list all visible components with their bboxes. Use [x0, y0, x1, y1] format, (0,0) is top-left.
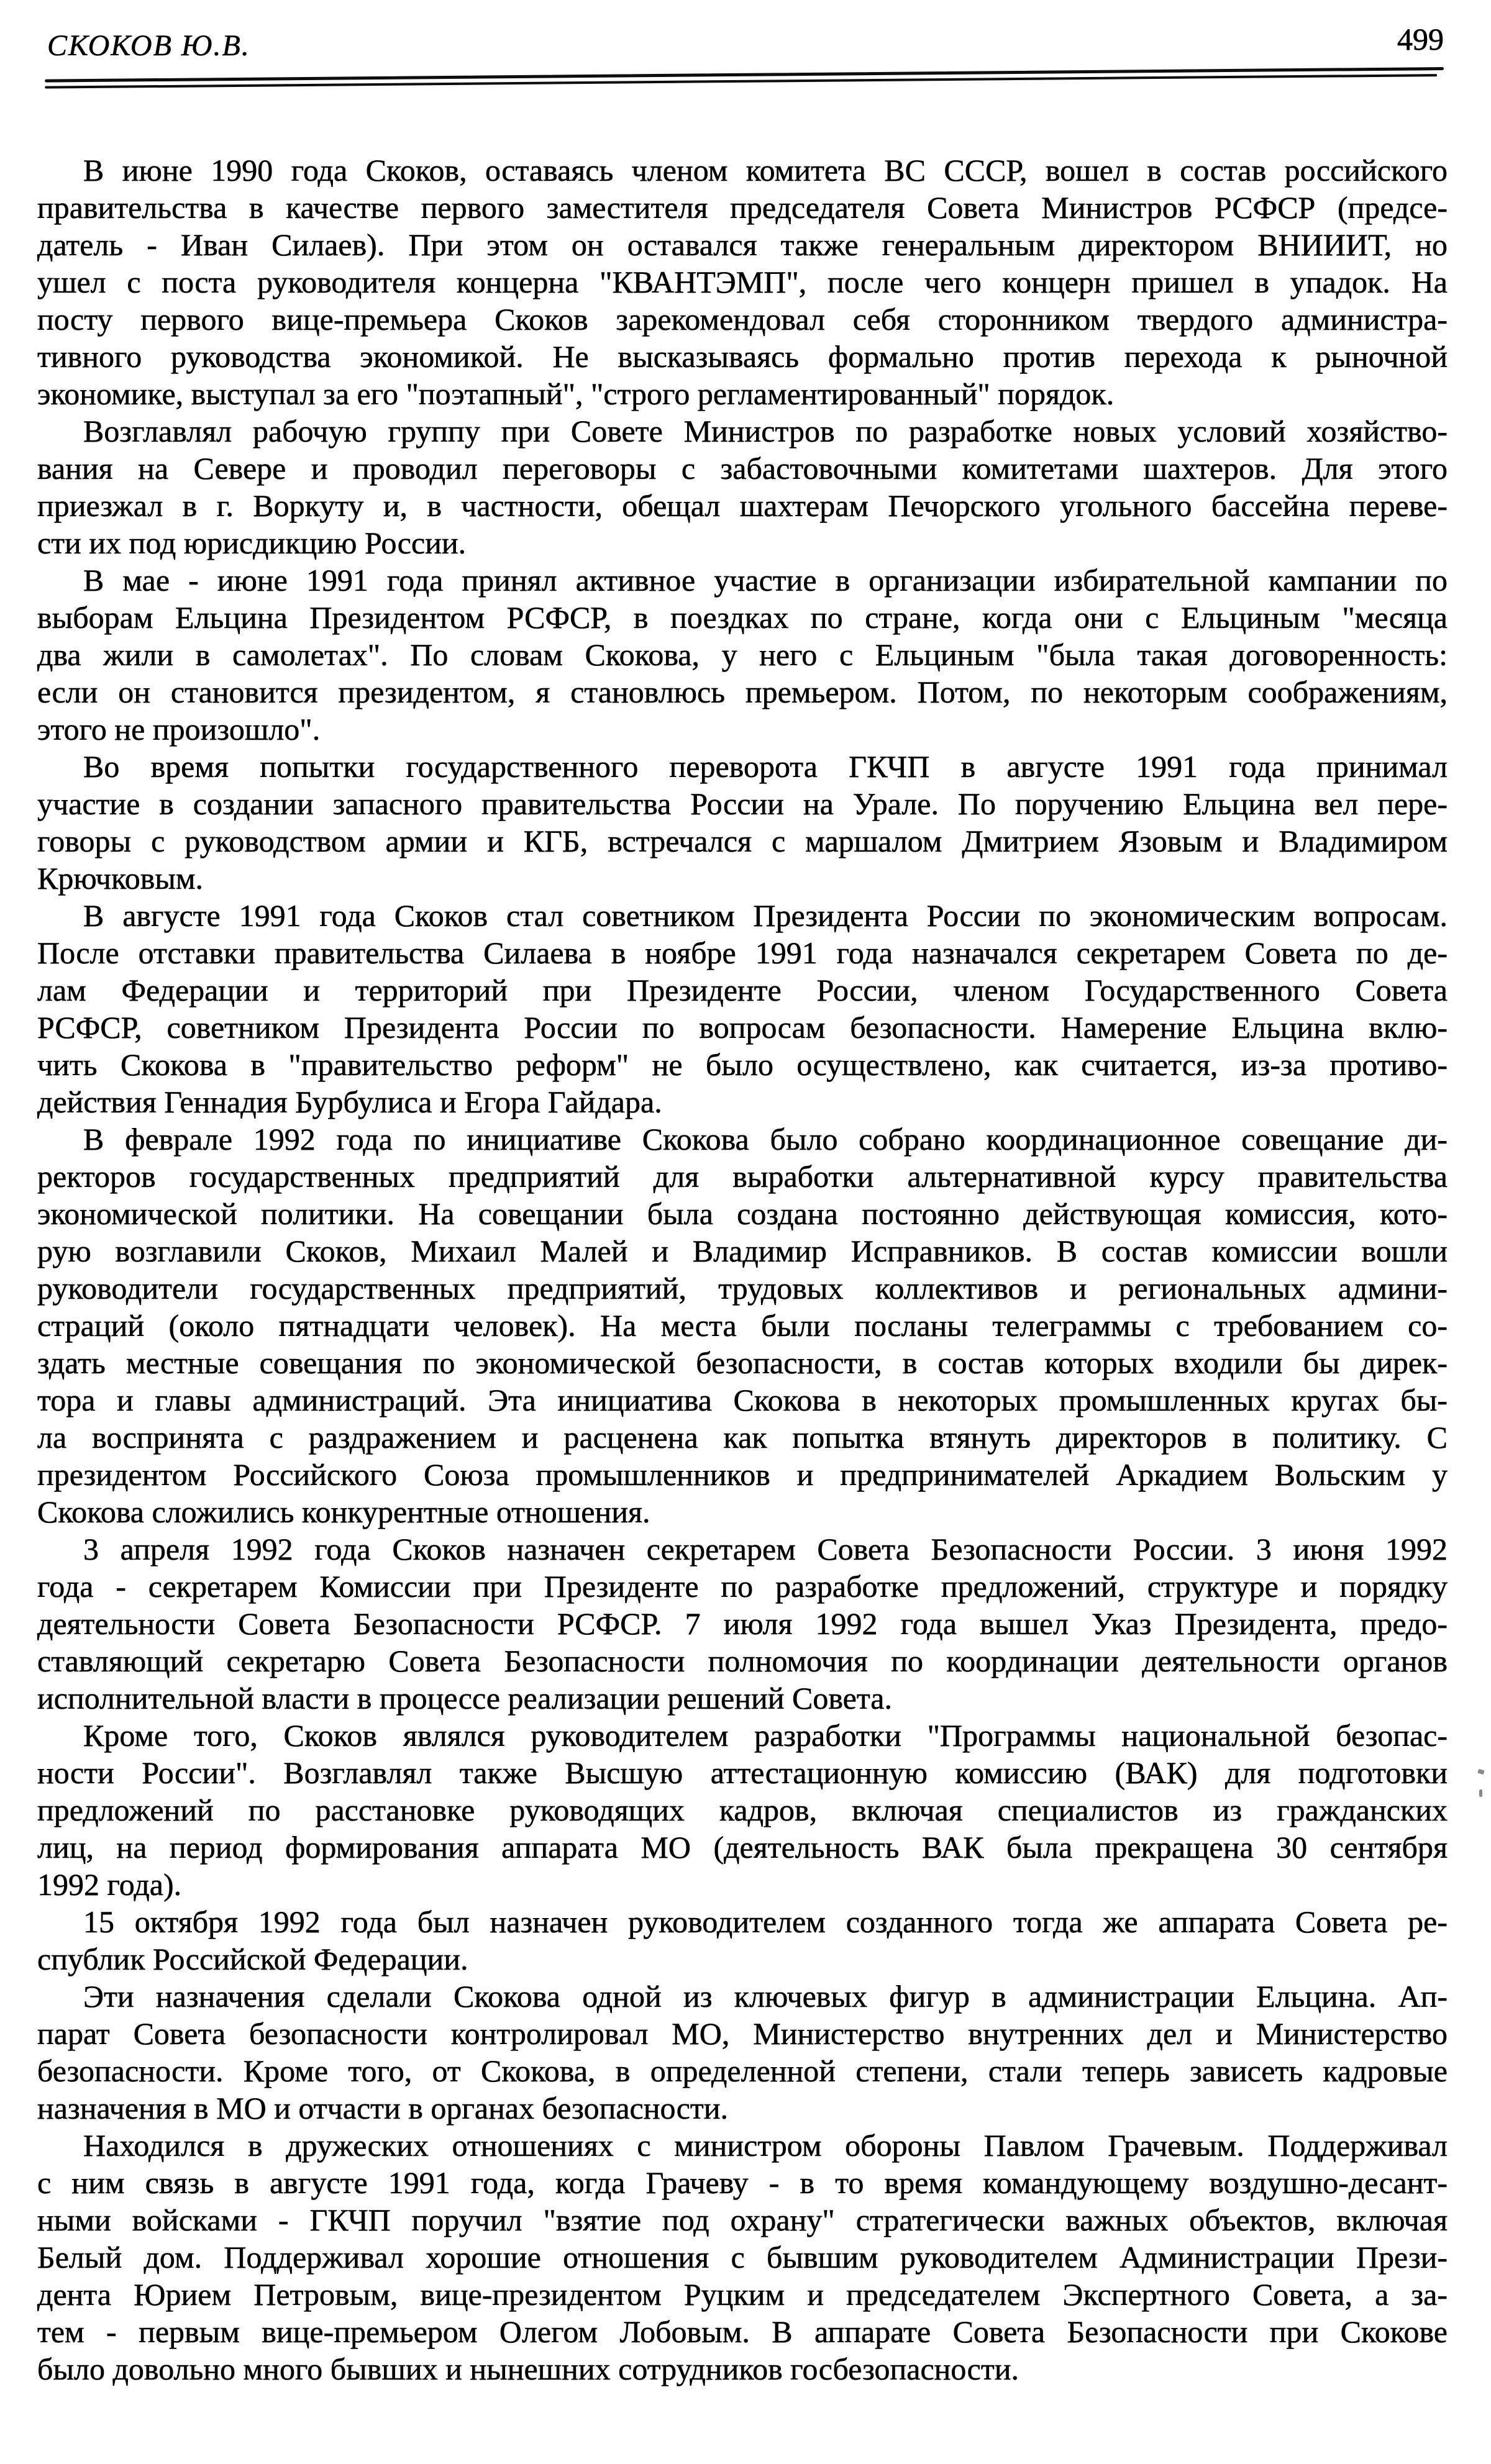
text-line: года - секретарем Комиссии при Президенте по разработке предложений, структуре и порядку: [37, 1569, 1448, 1604]
text-line: экономике, выступал за его "поэтапный", "строго регламентированный" порядок.: [37, 376, 1115, 411]
text-line: спублик Российской Федерации.: [37, 1942, 468, 1976]
text-line: ными войсками - ГКЧП поручил "взятие под охрану" стратегически важных объектов, включая: [37, 2203, 1448, 2237]
text-line: ректоров государственных предприятий для выработки альтернативной курсу правительства: [37, 1159, 1448, 1194]
text-line: приезжал в г. Воркуту и, в частности, обещал шахтерам Печорского угольного бассейна переве-: [37, 488, 1448, 523]
text-line: РСФСР, советником Президента России по вопросам безопасности. Намерение Ельцина вклю-: [37, 1010, 1448, 1045]
text-line: лиц, на период формирования аппарата МО (деятельность ВАК была прекращена 30 сентября: [37, 1830, 1448, 1865]
text-line: 1992 года).: [37, 1867, 182, 1902]
text-line: президентом Российского Союза промышленников и предпринимателей Аркадием Вольским у: [37, 1457, 1448, 1492]
text-line: 3 апреля 1992 года Скоков назначен секретарем Совета Безопасности России. 3 июня 1992: [83, 1532, 1448, 1566]
scan-artifact: [1479, 1789, 1482, 1797]
text-line: Скокова сложились конкурентные отношения.: [37, 1494, 650, 1529]
text-line: назначения в МО и отчасти в органах безопасности.: [37, 2091, 729, 2125]
text-line: В феврале 1992 года по инициативе Скокова было собрано координационное совещание ди-: [83, 1122, 1448, 1157]
text-line: В августе 1991 года Скоков стал советником Президента России по экономическим вопросам.: [83, 898, 1448, 933]
text-line: деятельности Совета Безопасности РСФСР. 7 июля 1992 года вышел Указ Президента, предо-: [37, 1606, 1448, 1641]
text-line: два жили в самолетах". По словам Скокова, у него с Ельциным "была такая договоренность:: [37, 637, 1448, 672]
text-line: После отставки правительства Силаева в ноябре 1991 года назначался секретарем Совета по де-: [37, 935, 1448, 970]
text-line: датель - Иван Силаев). При этом он оставался также генеральным директором ВНИИИТ, но: [37, 227, 1448, 262]
text-line: ставляющий секретарю Совета Безопасности полномочия по координации деятельности органов: [37, 1643, 1448, 1678]
text-line: чить Скокова в "правительство реформ" не было осуществлено, как считается, из-за противо-: [37, 1047, 1448, 1082]
text-line: руководители государственных предприятий, трудовых коллективов и региональных админи-: [37, 1271, 1448, 1306]
text-line: было довольно много бывших и нынешних сотрудников госбезопасности.: [37, 2352, 1019, 2386]
text-line: Крючковым.: [37, 861, 204, 896]
text-line: Кроме того, Скоков являлся руководителем разработки "Программы национальной безопас-: [83, 1718, 1448, 1753]
text-line: здать местные совещания по экономической безопасности, в состав которых входили бы дирек-: [37, 1345, 1448, 1380]
text-line: рую возглавили Скоков, Михаил Малей и Владимир Исправников. В состав комиссии вошли: [37, 1234, 1448, 1268]
text-line: ушел с поста руководителя концерна "КВАНТЭМП", после чего концерн пришел в упадок. На: [37, 265, 1448, 299]
text-line: говоры с руководством армии и КГБ, встречался с маршалом Дмитрием Язовым и Владимиром: [37, 824, 1448, 858]
text-line: Во время попытки государственного переворота ГКЧП в августе 1991 года принимал: [83, 749, 1448, 784]
text-line: Белый дом. Поддерживал хорошие отношения с бывшим руководителем Администрации Прези-: [37, 2240, 1448, 2275]
text-line: этого не произошло".: [37, 712, 321, 747]
text-line: Эти назначения сделали Скокова одной из ключевых фигур в администрации Ельцина. Ап-: [83, 1979, 1448, 2014]
article-text: [37, 152, 1448, 2388]
text-line: безопасности. Кроме того, от Скокова, в определенной степени, стали теперь зависеть кадровые: [37, 2053, 1448, 2088]
text-line: исполнительной власти в процессе реализации решений Совета.: [37, 1681, 893, 1716]
text-line: Находился в дружеских отношениях с министром обороны Павлом Грачевым. Поддерживал: [83, 2128, 1448, 2163]
text-line: лам Федерации и территорий при Президенте России, членом Государственного Совета: [37, 973, 1448, 1007]
text-line: тем - первым вице-премьером Олегом Лобовым. В аппарате Совета Безопасности при Скокове: [37, 2314, 1448, 2349]
text-line: выборам Ельцина Президентом РСФСР, в поездках по стране, когда они с Ельциным "месяца: [37, 600, 1448, 635]
running-head: СКОКОВ Ю.В.: [47, 29, 250, 62]
text-line: ла воспринята с раздражением и расценена как попытка втянуть директоров в политику. С: [37, 1420, 1448, 1455]
text-line: 15 октября 1992 года был назначен руководителем созданного тогда же аппарата Совета ре-: [83, 1904, 1448, 1939]
text-line: парат Совета безопасности контролировал МО, Министерство внутренних дел и Министерство: [37, 2016, 1448, 2051]
text-line: ности России". Возглавлял также Высшую аттестационную комиссию (ВАК) для подготовки: [37, 1755, 1448, 1790]
text-line: экономической политики. На совещании была создана постоянно действующая комиссия, кото-: [37, 1196, 1448, 1231]
text-line: Возглавлял рабочую группу при Совете Министров по разработке новых условий хозяйство-: [83, 414, 1448, 448]
text-line: страций (около пятнадцати человек). На места были посланы телеграммы с требованием со-: [37, 1308, 1448, 1343]
text-line: предложений по расстановке руководящих кадров, включая специалистов из гражданских: [37, 1793, 1448, 1827]
text-line: участие в создании запасного правительства России на Урале. По поручению Ельцина вел пере-: [37, 786, 1448, 821]
text-line: В мае - июне 1991 года принял активное участие в организации избирательной кампании по: [83, 563, 1448, 598]
page-number: 499: [1397, 22, 1444, 57]
text-line: сти их под юрисдикцию России.: [37, 525, 467, 560]
text-line: В июне 1990 года Скоков, оставаясь членом комитета ВС СССР, вошел в состав российского: [83, 153, 1448, 188]
text-line: посту первого вице-премьера Скоков зарекомендовал себя сторонником твердого администра-: [37, 302, 1448, 337]
text-line: тора и главы администраций. Эта инициатива Скокова в некоторых промышленных кругах бы-: [37, 1383, 1448, 1417]
text-line: дента Юрием Петровым, вице-президентом Руцким и председателем Экспертного Совета, а за-: [37, 2277, 1448, 2312]
text-line: с ним связь в августе 1991 года, когда Грачеву - в то время командующему воздушно-десант-: [37, 2165, 1448, 2200]
text-line: действия Геннадия Бурбулиса и Егора Гайдара.: [37, 1084, 662, 1119]
text-line: правительства в качестве первого заместителя председателя Совета Министров РСФСР (предсе-: [37, 190, 1448, 225]
text-line: если он становится президентом, я становлюсь премьером. Потом, по некоторым соображениям,: [37, 675, 1448, 709]
scan-artifact: [1477, 1769, 1485, 1775]
header-double-rule: [45, 67, 1444, 89]
text-line: тивного руководства экономикой. Не высказываясь формально против перехода к рыночной: [37, 339, 1448, 374]
text-line: вания на Севере и проводил переговоры с забастовочными комитетами шахтеров. Для этого: [37, 451, 1448, 486]
